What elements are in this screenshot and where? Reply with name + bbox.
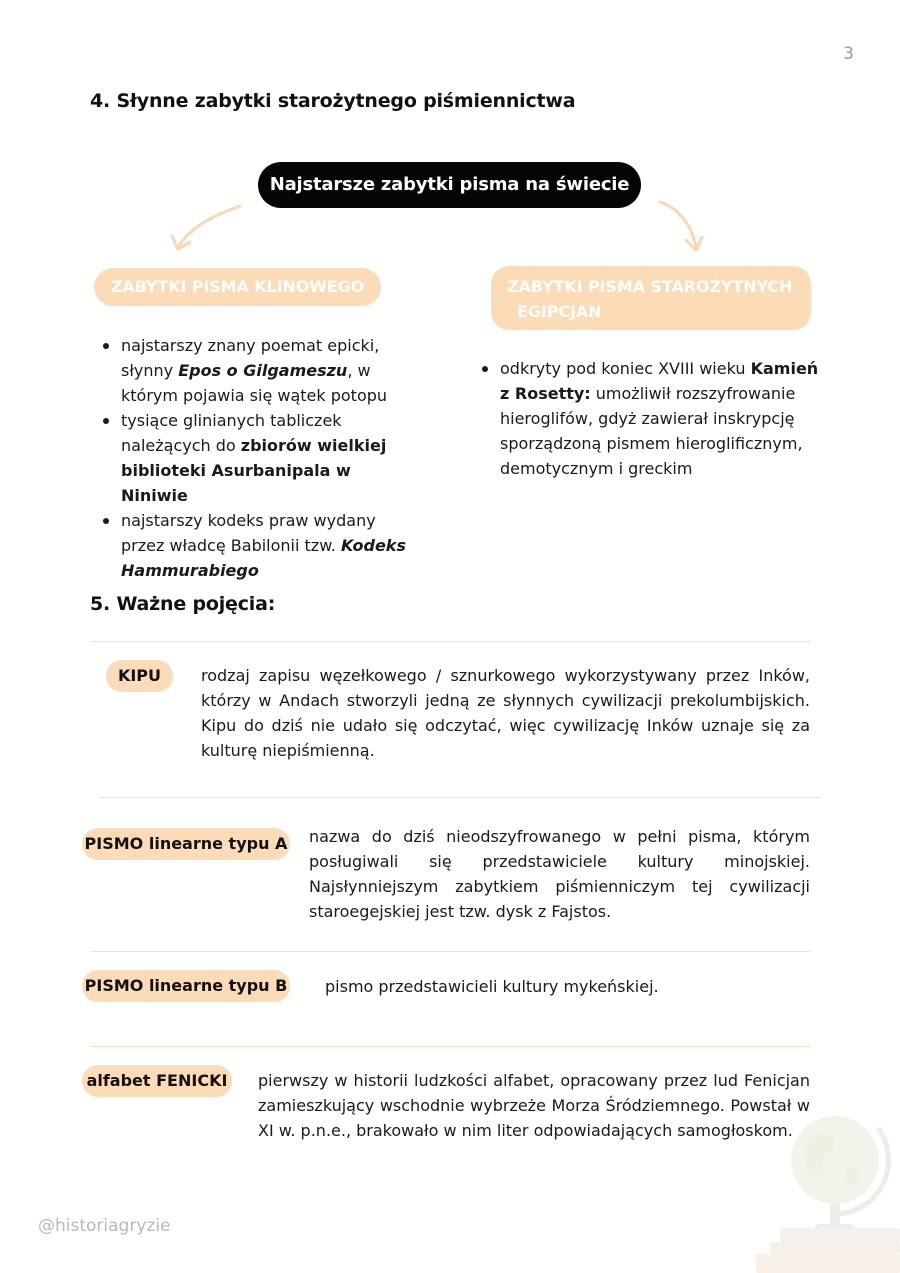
- main-topic-pill: Najstarsze zabytki pisma na świecie: [258, 162, 641, 208]
- cuneiform-list: [93, 333, 423, 583]
- term-badge-linear-b: PISMO linearne typu B: [82, 970, 290, 1002]
- definition-linear-b: pismo przedstawicieli kultury mykeńskiej.: [325, 977, 659, 996]
- divider: [90, 1046, 810, 1047]
- list-item: najstarszy kodeks praw wydany przez władcę Babilonii tzw. Kodeks Hammurabiego: [93, 508, 423, 583]
- list-item: tysiące glinianych tabliczek należących do zbiorów wielkiej biblioteki Asurbanipala w Niniwie: [93, 408, 423, 508]
- page-number: 3: [843, 44, 854, 64]
- definition-phoenician: pierwszy w historii ludzkości alfabet, opracowany przez lud Fenicjan zamieszkujący wschodnie wybrzeże Morza Śródziemnego. Powstał w XI w. p.n.e., brakowało w nim liter odpowiadających samogłoskom.: [258, 1071, 810, 1140]
- curved-arrow-right-icon: [650, 194, 710, 256]
- divider: [90, 951, 810, 952]
- egyptian-pill-line-2: EGIPCJAN: [517, 302, 602, 321]
- definition-kipu: rodzaj zapisu węzełkowego / sznurkowego wykorzystywany przez Inków, którzy w Andach stworzyli jedną ze słynnych cywilizacji prekolumbijskich. Kipu do dziś nie udało się odczytać, więc cywilizację Inków uznaje się za kulturę niepiśmienną.: [201, 666, 810, 760]
- list-item: odkryty pod koniec XVIII wieku Kamień z Rosetty: umożliwił rozszyfrowanie hieroglifów, gdyż zawierał inskrypcję sporządzoną pismem hieroglificznym, demotycznym i greckim: [472, 356, 822, 481]
- term-badge-linear-a: PISMO linearne typu A: [82, 828, 290, 860]
- egyptian-pill-line-1: ZABYTKI PISMA STAROŻYTNYCH: [507, 277, 793, 296]
- section-heading-5: 5. Ważne pojęcia:: [90, 593, 276, 615]
- divider: [90, 641, 810, 642]
- divider: [100, 797, 820, 798]
- cuneiform-category-pill: ZABYTKI PISMA KLINOWEGO: [94, 268, 381, 306]
- definition-linear-a: nazwa do dziś nieodszyfrowanego w pełni pisma, którym posługiwali się przedstawiciele kultury minojskiej. Najsłynniejszym zabytkiem piśmienniczym tej cywilizacji staroegejskiej jest tzw. dysk z Fajstos.: [309, 827, 810, 921]
- section-heading-4: 4. Słynne zabytki starożytnego piśmiennictwa: [90, 90, 576, 112]
- curved-arrow-left-icon: [166, 198, 246, 256]
- globe-on-books-icon: [750, 1098, 900, 1273]
- watermark-handle: @historiagryzie: [38, 1216, 171, 1236]
- egyptian-list: [472, 356, 822, 481]
- term-badge-kipu: KIPU: [106, 660, 173, 692]
- egyptian-category-pill: [491, 266, 811, 330]
- term-badge-phoenician: alfabet FENICKI: [82, 1065, 232, 1097]
- list-item: najstarszy znany poemat epicki, słynny Epos o Gilgameszu, w którym pojawia się wątek potopu: [93, 333, 423, 408]
